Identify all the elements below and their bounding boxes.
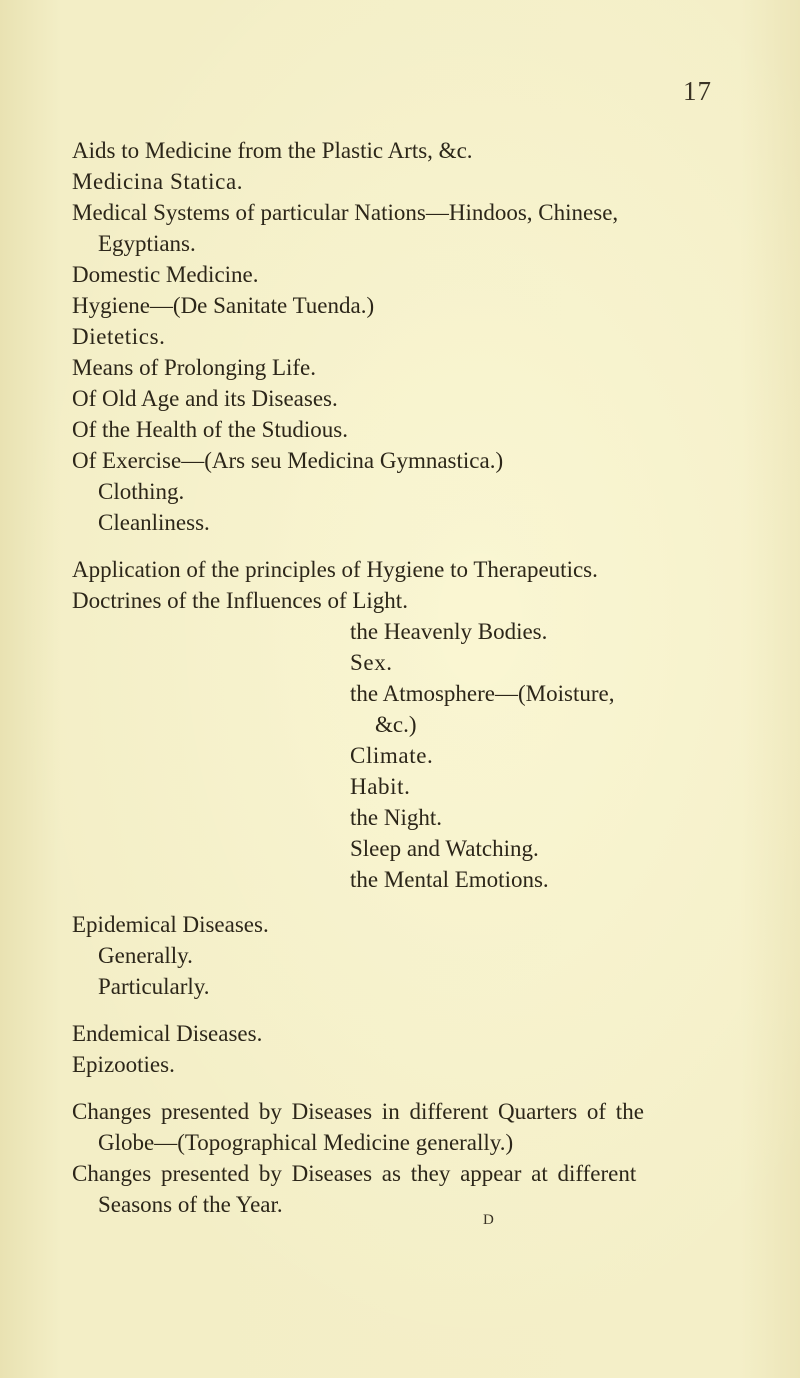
text-line: Sleep and Watching.: [350, 836, 539, 861]
text-line: Medical Systems of particular Nations—Hindoos, Chinese,: [72, 200, 619, 225]
text-line: Epizooties.: [72, 1052, 175, 1077]
text-line: Cleanliness.: [98, 510, 210, 535]
text-line: Doctrines of the Influences of Light.: [72, 588, 408, 613]
text-line: Of the Health of the Studious.: [72, 417, 348, 442]
text-line: Domestic Medicine.: [72, 262, 259, 287]
text-line: Changes presented by Diseases as they appear at different: [72, 1161, 637, 1186]
text-line: Generally.: [98, 943, 193, 968]
text-line: Of Old Age and its Diseases.: [72, 386, 338, 411]
text-line: Epidemical Diseases.: [72, 912, 269, 937]
text-line: Habit.: [350, 774, 411, 799]
text-line: the Heavenly Bodies.: [350, 619, 548, 644]
page-number: 17: [683, 76, 712, 106]
text-line: Of Exercise—(Ars seu Medicina Gymnastica.): [72, 448, 504, 473]
text-line: the Night.: [350, 805, 442, 830]
text-line: Hygiene—(De Sanitate Tuenda.): [72, 293, 375, 318]
text-line: Application of the principles of Hygiene to Therapeutics.: [72, 557, 598, 582]
text-line: Globe—(Topographical Medicine generally.): [98, 1130, 514, 1155]
text-line: Clothing.: [98, 479, 185, 504]
text-line: Endemical Diseases.: [72, 1021, 263, 1046]
text-line: Sex.: [350, 650, 393, 675]
text-line: Means of Prolonging Life.: [72, 355, 317, 380]
text-line: Particularly.: [98, 974, 210, 999]
text-line: Medicina Statica.: [72, 169, 244, 194]
text-line: Climate.: [350, 743, 434, 768]
text-line: Changes presented by Diseases in different Quarters of the: [72, 1099, 644, 1124]
text-line: Egyptians.: [98, 231, 196, 256]
text-line: Aids to Medicine from the Plastic Arts, &c.: [72, 138, 473, 163]
text-line: the Atmosphere—(Moisture,: [350, 681, 615, 706]
text-line: &c.): [375, 712, 417, 737]
text-line: Dietetics.: [72, 324, 166, 349]
signature-mark: D: [483, 1212, 494, 1228]
text-line: the Mental Emotions.: [350, 867, 549, 892]
text-line: Seasons of the Year.: [98, 1192, 283, 1217]
